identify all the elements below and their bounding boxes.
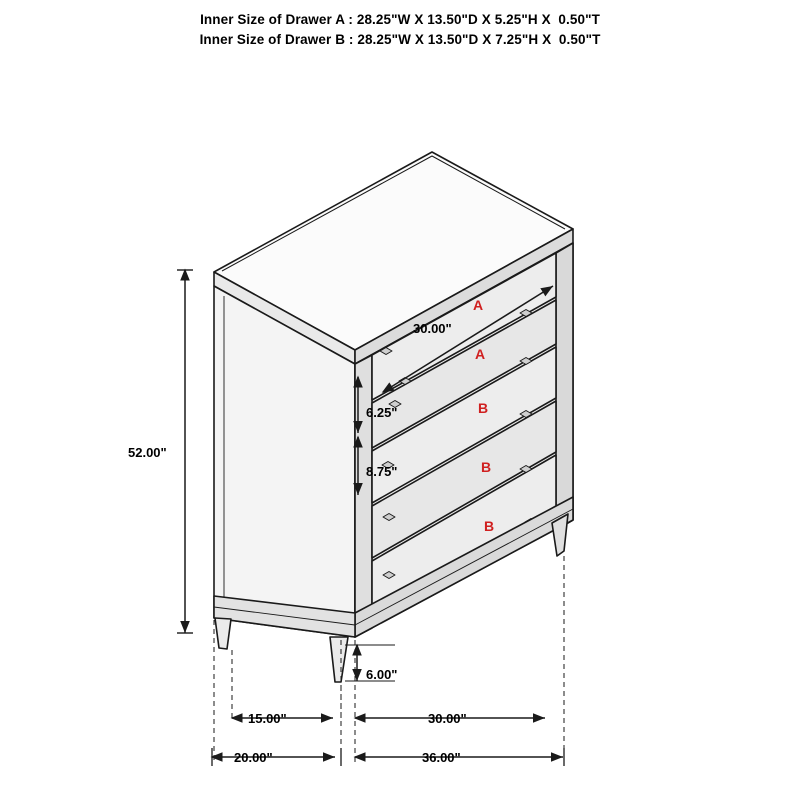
label-front-width-bottom: 36.00" bbox=[422, 750, 461, 765]
label-front-width-top: 30.00" bbox=[428, 711, 467, 726]
leg-front-left bbox=[330, 637, 348, 682]
drawer-label-3: B bbox=[478, 400, 489, 416]
label-leg-height: 6.00" bbox=[366, 667, 398, 682]
drawer-b-spec: Inner Size of Drawer B : 28.25"W X 13.50"D X 7.25"H X 0.50"T bbox=[199, 32, 601, 47]
drawer-label-4: B bbox=[481, 459, 492, 475]
label-side-depth-top: 15.00" bbox=[248, 711, 287, 726]
label-drawer-b-height: 8.75" bbox=[366, 464, 398, 479]
label-overall-height: 52.00" bbox=[128, 445, 167, 460]
drawer-label-1: A bbox=[473, 297, 484, 313]
label-side-depth-bottom: 20.00" bbox=[234, 750, 273, 765]
drawer-label-2: A bbox=[475, 346, 486, 362]
leg-back-left bbox=[215, 618, 231, 649]
drawer-label-5: B bbox=[484, 518, 495, 534]
label-drawer-a-height: 6.25" bbox=[366, 405, 398, 420]
chest-right-post bbox=[556, 243, 573, 530]
label-drawer-width: 30.00" bbox=[413, 321, 452, 336]
drawer-a-spec: Inner Size of Drawer A : 28.25"W X 13.50"D X 5.25"H X 0.50"T bbox=[200, 12, 600, 27]
